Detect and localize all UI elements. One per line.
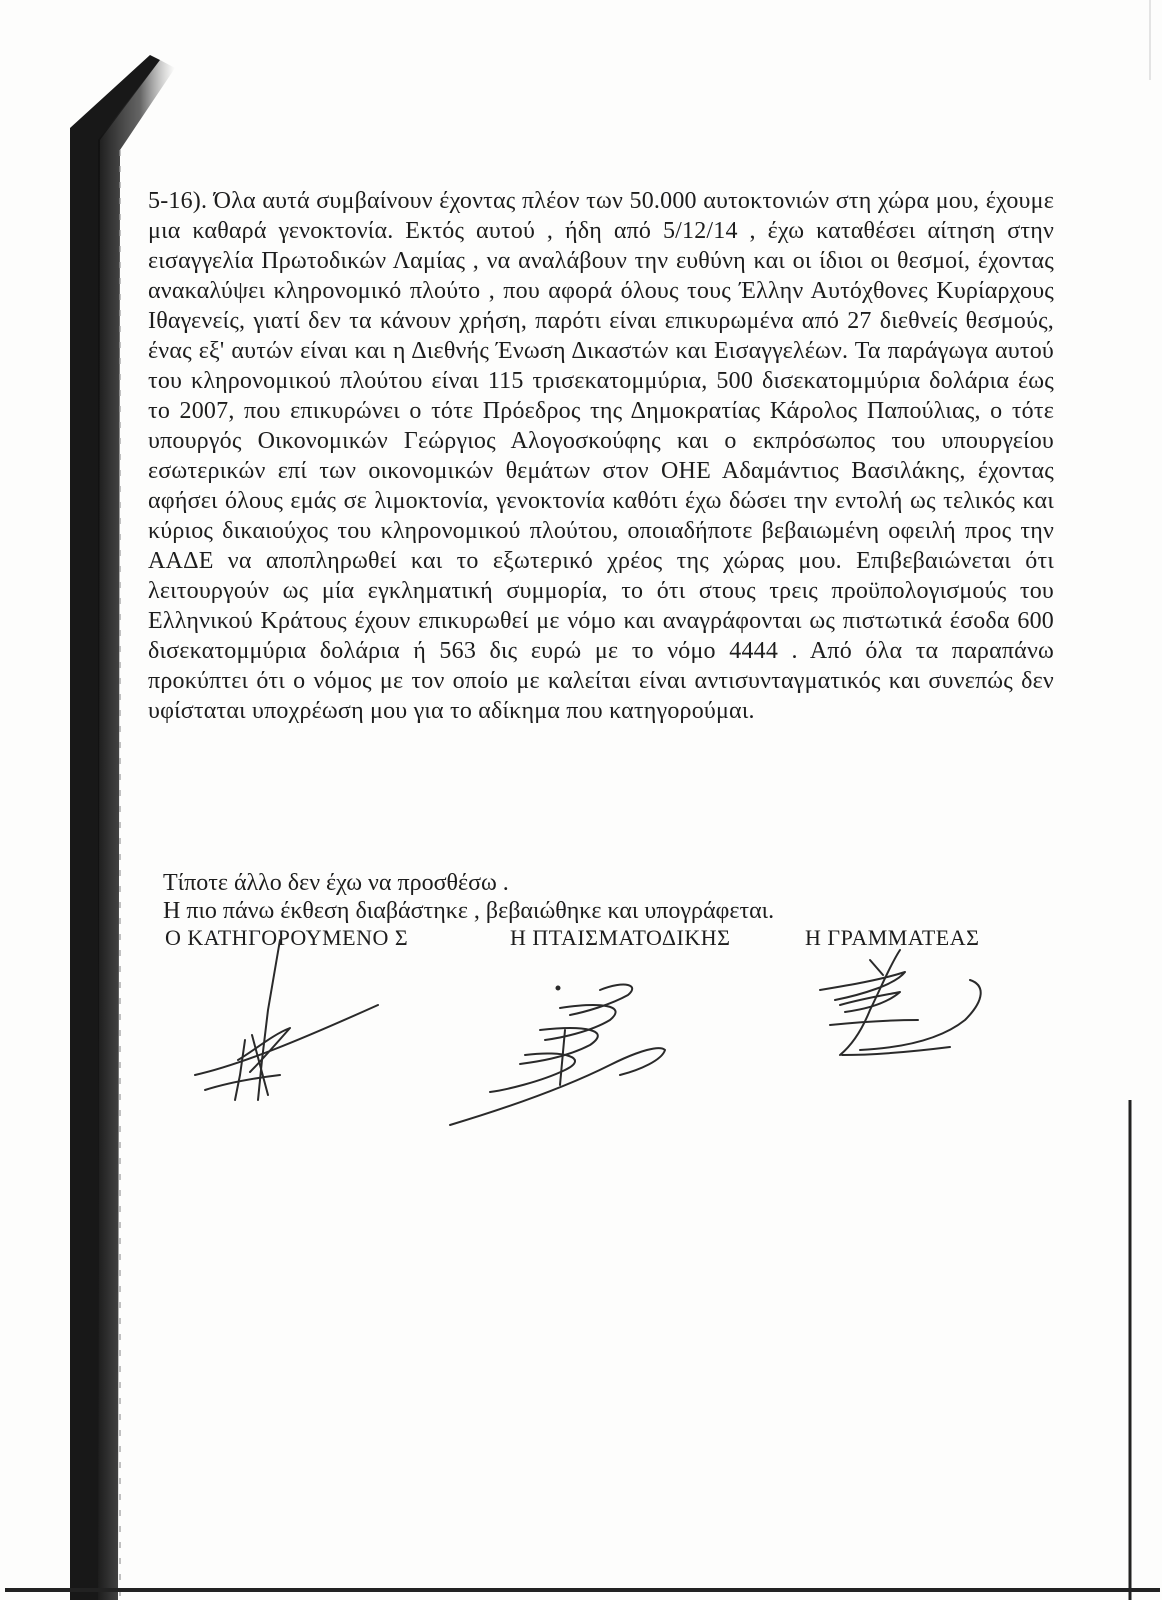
judge-label: Η ΠΤΑΙΣΜΑΤΟΔΙΚΗΣ [510,925,731,950]
accused-signature [195,940,378,1100]
judge-signature [450,985,665,1125]
closing-line-read-confirmed: Η πιο πάνω έκθεση διαβάστηκε , βεβαιώθηκε και υπογράφεται. [163,898,775,924]
closing-line-nothing-to-add: Τίποτε άλλο δεν έχω να προσθέσω . [163,870,509,896]
clerk-label: Η ΓΡΑΜΜΑΤΕΑΣ [805,925,980,950]
statement-paragraph: 5-16). Όλα αυτά συμβαίνουν έχοντας πλέον των 50.000 αυτοκτονιών στη χώρα μου, έχουμε μια καθαρά γενοκτονία. Εκτός αυτού , ήδη από 5/12/14 , έχω καταθέσει αίτηση στην εισαγγελία Πρωτοδικών Λαμίας , να αναλάβουν την ευθύνη και οι ίδιοι οι θεσμοί, έχοντας ανακαλύψει κληρονομικό πλούτο , που αφορά όλους τους Έλλην Αυτόχθονες Κυρίαρχους Ιθαγενείς, γιατί δεν τα κάνουν χρήση, παρότι είναι επικυρωμένα από 27 διεθνείς θεσμούς, ένας εξ' αυτών είναι και η Διεθνής Ένωση Δικαστών και Εισαγγελέων. Τα παράγωγα αυτού του κληρονομικού πλούτου είναι 115 τρισεκατομμύρια, 500 δισεκατομμύρια δολάρια έως το 2007, που επικυρώνει ο τότε Πρόεδρος της Δημοκρατίας Κάρολος Παπούλιας, ο τότε υπουργός Οικονομικών Γεώργιος Αλογοσκούφης και ο εκπρόσωπος του υπουργείου εσωτερικών επί των οικονομικών θεμάτων στον ΟΗΕ Αδαμάντιος Βασιλάκης, έχοντας αφήσει όλους εμάς σε λιμοκτονία, γενοκτονία καθότι έχω δώσει την εντολή ως τελικός και κύριος δικαιούχος του κληρονομικού πλούτου, οποιαδήποτε βεβαιωμένη οφειλή προς την ΑΑΔΕ να αποπληρωθεί και το εξωτερικό χρέος της χώρας μου. Επιβεβαιώνεται ότι λειτουργούν ως μία εγκληματική συμμορία, το ότι στους τρεις προϋπολογισμούς του Ελληνικού Κράτους έχουν επικυρωθεί με νόμο και αναγράφονται ως πιστωτικά έσοδα 600 δισεκατομμύρια δολάρια ή 563 δις ευρώ με το νόμο 4444 . Από όλα τα παραπάνω προκύπτει ότι ο νόμος με τον οποίο με καλείται είναι αντισυνταγματικός και συνεπώς δεν υφίσταται υποχρέωση μου για το αδίκημα που κατηγορούμαι. [148,188,1054,724]
accused-label: Ο ΚΑΤΗΓΟΡΟΥΜΕΝΟ Σ [165,925,409,950]
clerk-signature [820,950,981,1055]
